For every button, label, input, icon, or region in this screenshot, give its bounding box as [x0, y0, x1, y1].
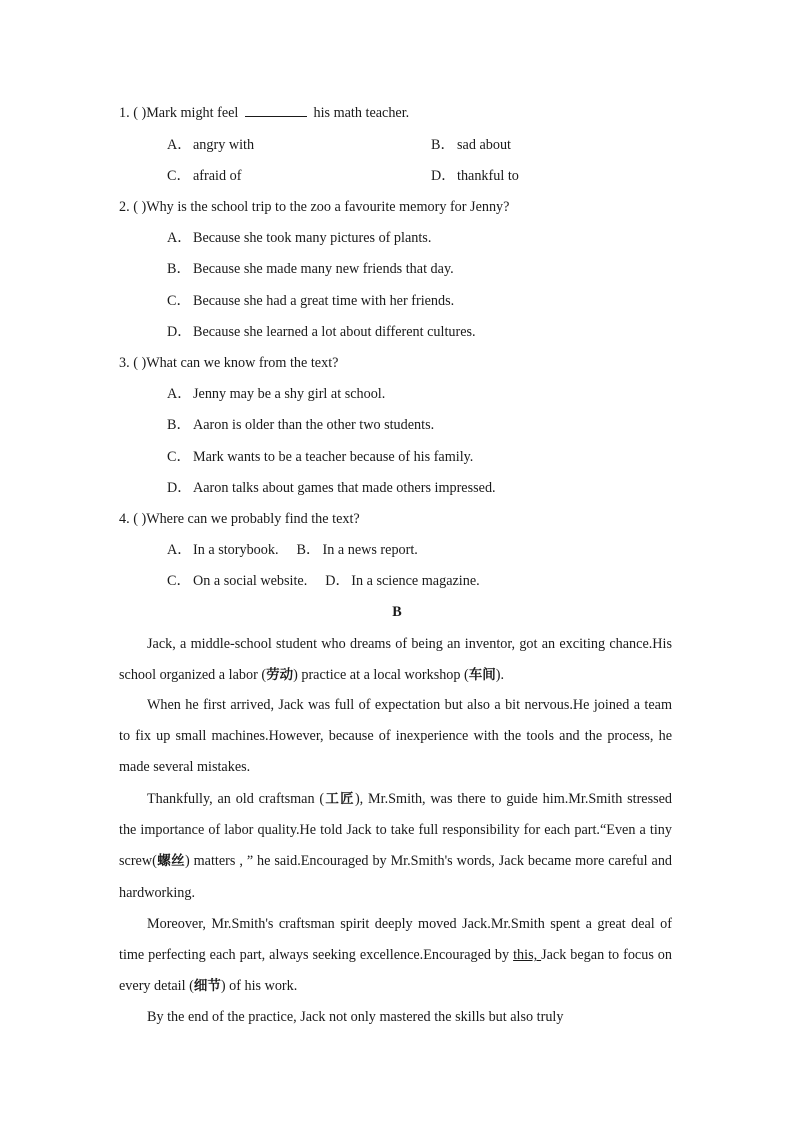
option-letter: B．: [167, 417, 191, 433]
option-letter: C．: [167, 449, 191, 465]
option-2d: [167, 323, 476, 341]
option-letter: D．: [325, 573, 350, 589]
question-stem: What can we know from the text?: [146, 355, 339, 371]
option-text: Mark wants to be a teacher because of his family.: [193, 449, 474, 465]
text: ) of his work.: [220, 978, 298, 995]
option-1a: [167, 136, 254, 154]
option-text: Jenny may be a shy girl at school.: [193, 386, 386, 402]
underlined-word: this,: [513, 947, 542, 964]
gloss: 细节: [193, 978, 221, 995]
question-stem: Why is the school trip to the zoo a favourite memory for Jenny?: [146, 199, 510, 215]
question-number: 3. ( ): [119, 355, 147, 371]
answer-blank: [245, 104, 307, 117]
text: Jack, a middle-school student who dreams of being an inventor, got an exciting chance.His school organized a labor (: [119, 636, 672, 684]
option-3c: [167, 448, 473, 466]
option-text: Because she made many new friends that day.: [193, 261, 454, 277]
text: ) practice at a local workshop (: [293, 667, 469, 684]
question-3: [119, 354, 338, 372]
question-2: [119, 198, 509, 216]
question-number: 2. ( ): [119, 199, 147, 215]
option-letter: B．: [431, 137, 455, 153]
passage-paragraph-1: [119, 629, 672, 691]
option-text: In a news report.: [322, 542, 418, 558]
option-letter: C．: [167, 573, 191, 589]
option-text: Aaron talks about games that made others impressed.: [193, 480, 496, 496]
option-letter: A．: [167, 542, 192, 558]
text: ) matters , ” he said.Encouraged by Mr.Smith's words, Jack became more careful and hardworking.: [119, 853, 673, 901]
text: Moreover, Mr.Smith's craftsman spirit deeply moved Jack.Mr.Smith spent a great deal of time perfecting each part, always seeking excellence.Encouraged by: [119, 916, 672, 964]
passage-paragraph-4: [119, 909, 672, 1003]
option-text: thankful to: [457, 168, 519, 184]
section-title: B: [392, 604, 402, 620]
option-text: Because she learned a lot about different cultures.: [193, 324, 476, 340]
option-3b: [167, 416, 434, 434]
gloss: 劳动: [266, 667, 294, 684]
option-text: sad about: [457, 137, 511, 153]
question-stem-end: his math teacher.: [309, 105, 410, 121]
option-text: Because she took many pictures of plants.: [193, 230, 432, 246]
question-stem: Mark might feel: [146, 105, 242, 121]
option-letter: A．: [167, 230, 192, 246]
question-stem: Where can we probably find the text?: [146, 511, 360, 527]
text: ).: [495, 667, 505, 684]
passage-paragraph-2: When he first arrived, Jack was full of expectation but also a bit nervous.He joined a team to fix up small machines.However, because of inexperience with the tools and the process, he made several mistakes.: [119, 697, 672, 776]
question-4: [119, 510, 360, 528]
option-text: On a social website.: [193, 573, 308, 589]
question-1: [119, 104, 409, 122]
option-text: Because she had a great time with her friends.: [193, 293, 455, 309]
option-1b: [431, 136, 511, 154]
option-text: Aaron is older than the other two students.: [193, 417, 435, 433]
option-2a: [167, 229, 431, 247]
question-number: 4. ( ): [119, 511, 147, 527]
option-4cd: [167, 572, 480, 590]
option-letter: D．: [167, 324, 192, 340]
option-letter: D．: [167, 480, 192, 496]
option-4ab: [167, 541, 418, 559]
option-text: In a science magazine.: [351, 573, 480, 589]
option-letter: B．: [296, 542, 321, 558]
option-2b: [167, 260, 454, 278]
option-1c: [167, 167, 241, 185]
option-1d: [431, 167, 519, 185]
option-letter: A．: [167, 137, 192, 153]
option-3d: [167, 479, 496, 497]
option-letter: B．: [167, 261, 191, 277]
text: Jack began to focus on every detail (: [119, 947, 672, 995]
question-number: 1. ( ): [119, 105, 147, 121]
text: Thankfully, an old craftsman (: [147, 791, 325, 807]
passage-paragraph-5: By the end of the practice, Jack not only mastered the skills but also truly: [147, 1009, 564, 1025]
option-letter: A．: [167, 386, 192, 402]
passage-paragraph-3: [119, 784, 672, 909]
gloss: 螺丝: [156, 853, 185, 870]
option-2c: [167, 292, 454, 310]
option-3a: [167, 385, 385, 403]
option-text: afraid of: [193, 168, 242, 184]
gloss: 工匠: [324, 791, 355, 807]
option-letter: C．: [167, 293, 191, 309]
text: ), Mr.Smith, was there to guide him.Mr.Smith stressed the importance of labor quality.He told Jack to take full responsibility for each part.“Even a tiny screw(: [119, 791, 673, 870]
option-text: angry with: [193, 137, 255, 153]
option-letter: C．: [167, 168, 191, 184]
option-text: In a storybook.: [193, 542, 279, 558]
gloss: 车间: [468, 667, 496, 684]
option-letter: D．: [431, 168, 456, 184]
